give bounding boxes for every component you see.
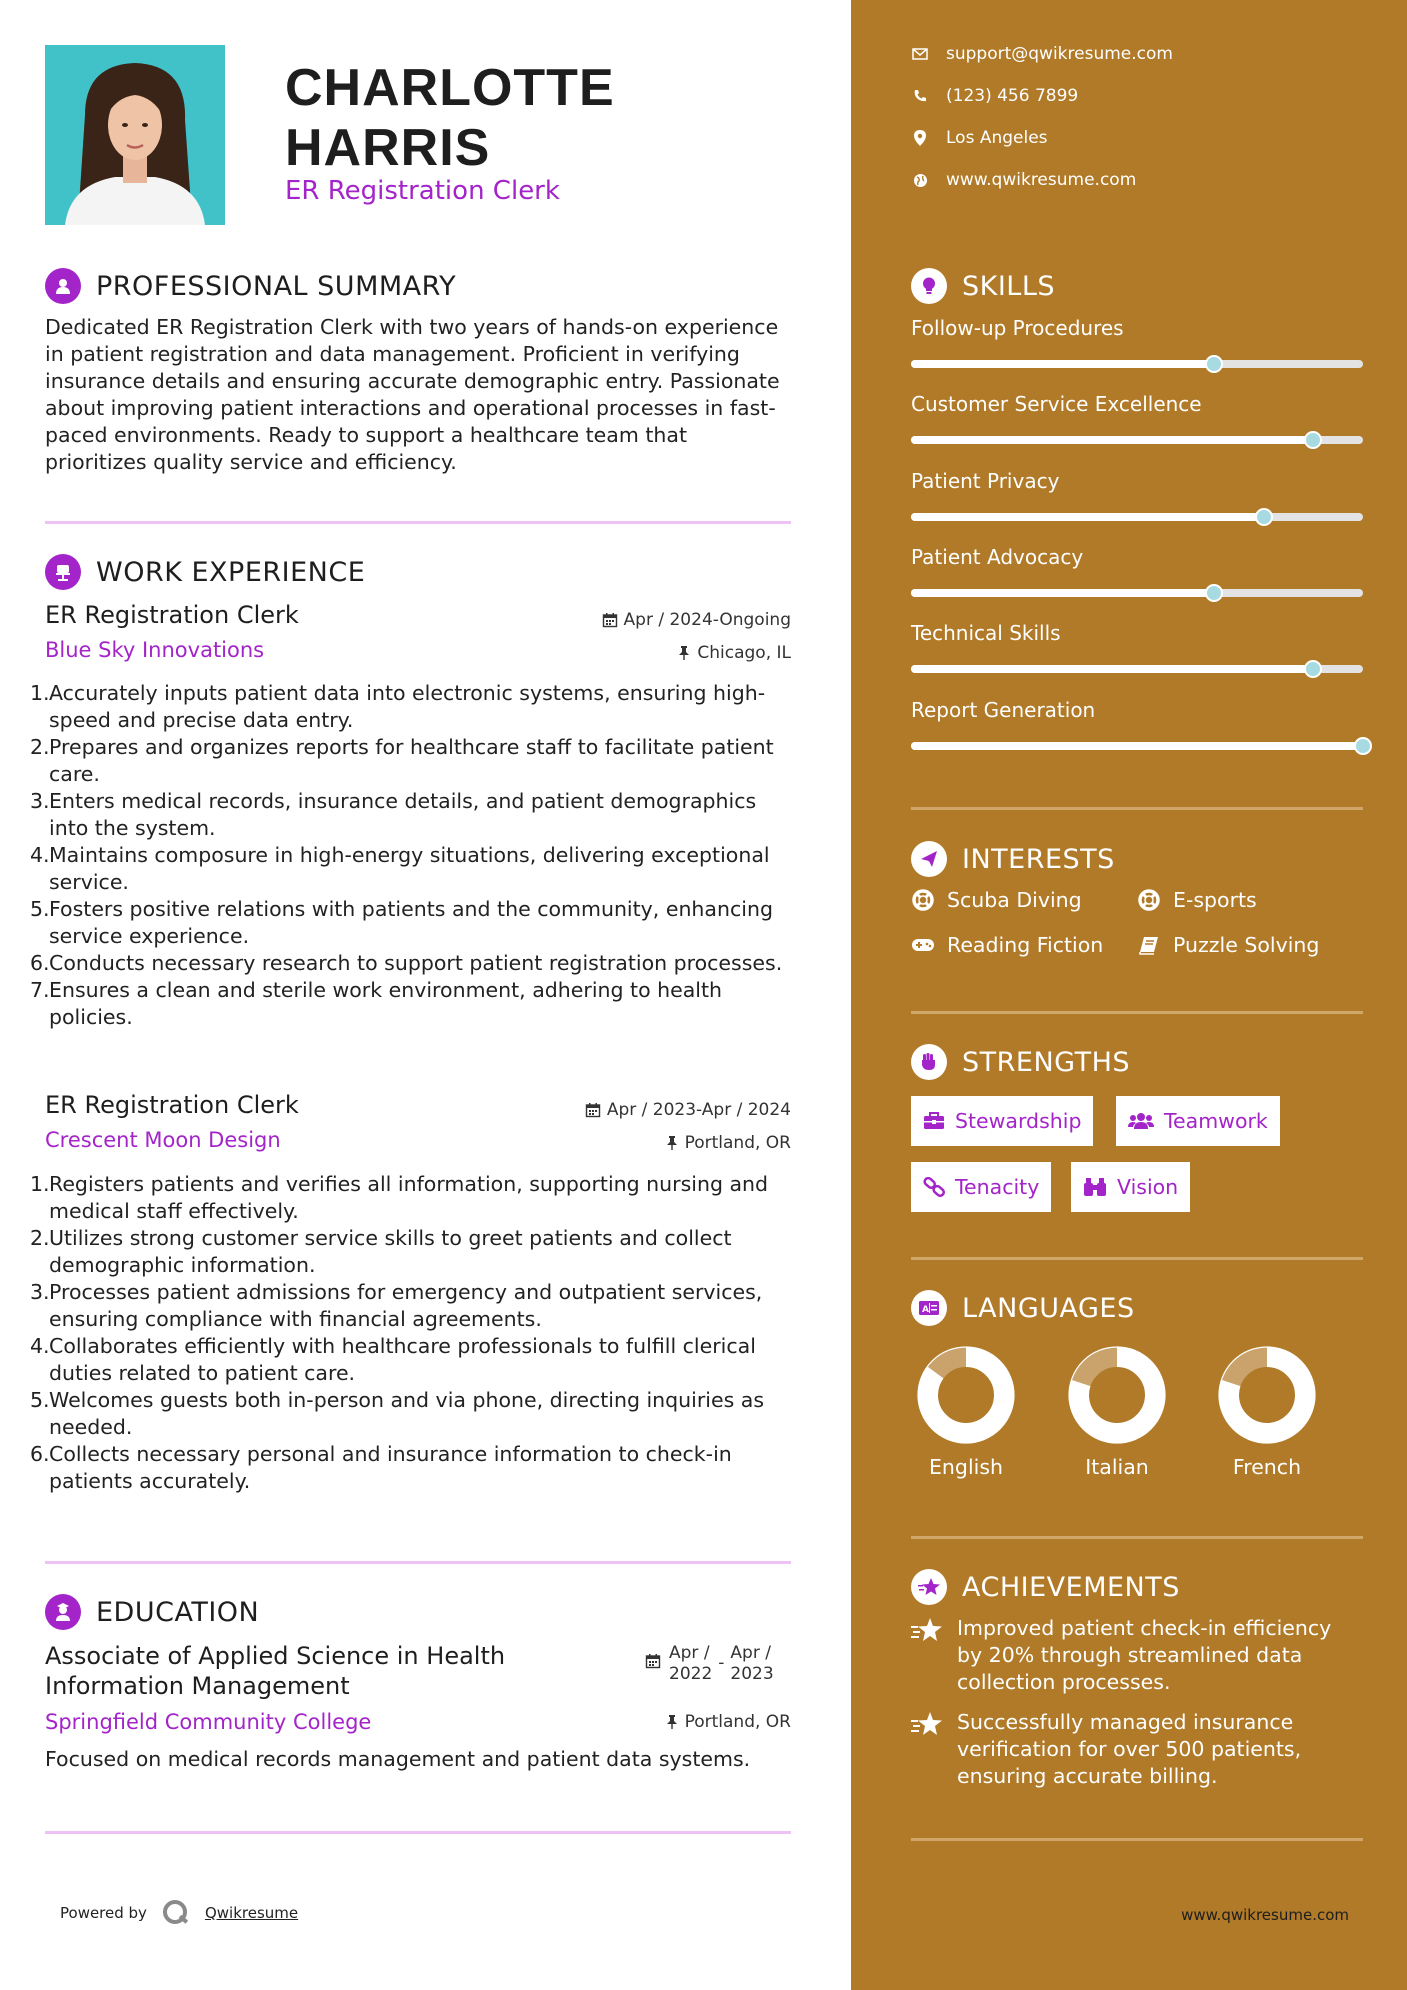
interest-label: Reading Fiction — [947, 933, 1104, 957]
job-company: Blue Sky Innovations — [45, 638, 265, 662]
lightbulb-icon — [911, 268, 947, 304]
section-divider — [45, 1831, 791, 1834]
skill-bar-knob — [1255, 508, 1273, 526]
job-bullets — [30, 680, 800, 1031]
contact-phone-text: (123) 456 7899 — [946, 86, 1079, 106]
briefcase-chair-icon — [45, 554, 81, 590]
calendar-icon — [585, 1102, 601, 1118]
portrait-illustration — [45, 45, 225, 225]
skill-bar-knob — [1205, 355, 1223, 373]
skill-bar-fill — [911, 589, 1214, 597]
skill-bar — [911, 360, 1363, 368]
fist-icon — [911, 1044, 947, 1080]
globe-icon — [911, 171, 929, 189]
pushpin-icon — [665, 1135, 679, 1151]
interest-item — [1137, 933, 1319, 957]
strengths-title: STRENGTHS — [962, 1046, 1131, 1078]
list-item: 3. Processes patient admissions for emergency and outpatient services, ensuring compliance with financial agreements. — [30, 1280, 763, 1331]
interest-label: Scuba Diving — [947, 888, 1082, 912]
achievement-text: Successfully managed insurance verification for over 500 patients, ensuring accurate billing. — [957, 1710, 1302, 1788]
list-item: 4. Collaborates efficiently with healthcare professionals to fulfill clerical duties related to patient care. — [30, 1334, 756, 1385]
skill-bar-knob — [1354, 737, 1372, 755]
education-description: Focused on medical records management and patient data systems. — [45, 1747, 751, 1771]
skill-bar — [911, 513, 1363, 521]
pushpin-icon — [665, 1714, 679, 1730]
achievement-text: Improved patient check-in efficiency by 20% through streamlined data collection processes. — [957, 1616, 1332, 1694]
strength-label: Tenacity — [955, 1175, 1040, 1199]
achievement-item — [911, 1709, 1351, 1790]
section-divider — [45, 1561, 791, 1564]
calendar-icon — [602, 612, 618, 628]
job-location-text: Chicago, IL — [697, 643, 791, 663]
skill-label: Patient Advocacy — [911, 545, 1084, 569]
language-item — [911, 1340, 1021, 1479]
gamepad-icon — [911, 933, 935, 957]
link-icon — [923, 1177, 945, 1197]
star-icon — [911, 1569, 947, 1605]
language-donut — [1062, 1340, 1172, 1450]
list-item: 6. Collects necessary personal and insurance information to check-in patients accurately. — [30, 1442, 732, 1493]
skill-bar — [911, 436, 1363, 444]
degree-line2: Information Management — [45, 1672, 350, 1700]
job-location-text: Portland, OR — [684, 1133, 791, 1153]
summary-title: PROFESSIONAL SUMMARY — [96, 270, 457, 302]
strength-badge — [1116, 1096, 1280, 1146]
interest-label: Puzzle Solving — [1173, 933, 1320, 957]
paper-plane-icon — [911, 841, 947, 877]
education-school: Springfield Community College — [45, 1710, 372, 1734]
list-item: 2. Utilizes strong customer service skills to greet patients and collect demographic information. — [30, 1226, 732, 1277]
job-role: ER Registration Clerk — [45, 601, 299, 629]
qwikresume-logo-icon — [161, 1898, 191, 1928]
strength-badge — [911, 1162, 1051, 1212]
candidate-title: ER Registration Clerk — [285, 176, 560, 206]
education-dates — [645, 1643, 774, 1685]
powered-by-label: Powered by — [60, 1904, 147, 1922]
skill-bar-knob — [1304, 660, 1322, 678]
list-item: 1. Accurately inputs patient data into electronic systems, ensuring high-speed and precise data entry. — [30, 681, 766, 732]
list-item: 1. Registers patients and verifies all information, supporting nursing and medical staff effectively. — [30, 1172, 769, 1223]
contact-email[interactable] — [911, 44, 1173, 64]
achievements-title: ACHIEVEMENTS — [962, 1571, 1180, 1603]
list-item: 5. Fosters positive relations with patients and the community, enhancing service experience. — [30, 897, 773, 948]
skill-bar — [911, 665, 1363, 673]
shooting-star-icon — [911, 1615, 943, 1696]
summary-heading — [45, 268, 456, 304]
education-title: EDUCATION — [96, 1596, 260, 1628]
job-dates — [585, 1100, 791, 1120]
svg-text:A: A — [922, 1305, 929, 1315]
achievement-item — [911, 1615, 1351, 1696]
sidebar-divider — [911, 807, 1363, 810]
strength-label: Vision — [1117, 1175, 1179, 1199]
list-item: 7. Ensures a clean and sterile work environment, adhering to health policies. — [30, 978, 723, 1029]
language-label: French — [1232, 1455, 1302, 1479]
qwikresume-link[interactable]: Qwikresume — [204, 1904, 299, 1922]
binoculars-icon — [1083, 1177, 1107, 1197]
contact-website-text: www.qwikresume.com — [946, 170, 1137, 190]
strength-badge — [1071, 1162, 1190, 1212]
translate-icon — [911, 1290, 947, 1326]
education-end: Apr / 2023 — [730, 1643, 774, 1684]
calendar-icon — [645, 1653, 661, 1669]
skill-label: Report Generation — [911, 698, 1096, 722]
shooting-star-icon — [911, 1709, 943, 1790]
job-company: Crescent Moon Design — [45, 1128, 281, 1152]
skill-bar-fill — [911, 742, 1363, 750]
skill-label: Follow-up Procedures — [911, 316, 1124, 340]
interest-item — [911, 933, 1103, 957]
life-ring-icon — [1137, 888, 1161, 912]
candidate-name — [285, 58, 615, 178]
job-location — [665, 1133, 791, 1153]
briefcase-icon — [923, 1112, 945, 1130]
strength-label: Teamwork — [1164, 1109, 1268, 1133]
list-item: 2. Prepares and organizes reports for healthcare staff to facilitate patient care. — [30, 735, 774, 786]
summary-text: Dedicated ER Registration Clerk with two years of hands-on experience in patient registration and data management. Proficient in verifying insurance details and ensuring accurate demographic entry. Passionate about improving patient interactions and operational processes in fast-paced environments. Ready to support a healthcare team that prioritizes quality service and efficiency. — [45, 315, 780, 474]
skills-heading — [911, 268, 1055, 304]
education-date-separator: - — [718, 1653, 725, 1673]
skill-bar-fill — [911, 436, 1313, 444]
sidebar-divider — [911, 1257, 1363, 1260]
pushpin-icon — [677, 645, 691, 661]
language-item — [1212, 1340, 1322, 1479]
interest-item — [1137, 888, 1257, 912]
users-icon — [1128, 1112, 1154, 1130]
name-last: HARRIS — [285, 119, 491, 177]
envelope-icon — [911, 45, 929, 63]
skill-bar-fill — [911, 360, 1214, 368]
experience-title: WORK EXPERIENCE — [96, 556, 366, 588]
skills-title: SKILLS — [962, 270, 1056, 302]
list-item: 6. Conducts necessary research to support patient registration processes. — [30, 951, 783, 975]
strengths-heading — [911, 1044, 1130, 1080]
education-start: Apr / 2022 — [669, 1643, 713, 1684]
list-item: 4. Maintains composure in high-energy situations, delivering exceptional service. — [30, 843, 770, 894]
degree-line1: Associate of Applied Science in Health — [45, 1642, 506, 1670]
contact-phone[interactable] — [911, 86, 1078, 106]
list-item: 5. Welcomes guests both in-person and via phone, directing inquiries as needed. — [30, 1388, 765, 1439]
experience-heading — [45, 554, 365, 590]
degree — [45, 1641, 565, 1701]
skill-bar-fill — [911, 513, 1264, 521]
job-location — [677, 643, 791, 663]
interests-title: INTERESTS — [962, 843, 1115, 875]
footer-site[interactable]: www.qwikresume.com — [1181, 1906, 1349, 1924]
education-heading — [45, 1594, 259, 1630]
achievements-heading — [911, 1569, 1180, 1605]
job-dates-text: Apr / 2023-Apr / 2024 — [606, 1100, 791, 1120]
phone-icon — [911, 87, 929, 105]
skill-bar-fill — [911, 665, 1313, 673]
language-donut — [1212, 1340, 1322, 1450]
languages-heading — [911, 1290, 1135, 1326]
contact-location-text: Los Angeles — [946, 128, 1048, 148]
language-item — [1062, 1340, 1172, 1479]
life-ring-icon — [911, 888, 935, 912]
user-icon — [45, 268, 81, 304]
skill-bar — [911, 742, 1363, 750]
sidebar-divider — [911, 1536, 1363, 1539]
skill-bar-knob — [1304, 431, 1322, 449]
job-bullets — [30, 1171, 800, 1495]
profile-photo — [45, 45, 225, 225]
language-label: Italian — [1085, 1455, 1149, 1479]
section-divider — [45, 521, 791, 524]
skill-label: Technical Skills — [911, 621, 1061, 645]
book-icon — [1137, 933, 1161, 957]
sidebar-divider — [911, 1838, 1363, 1841]
contact-website[interactable] — [911, 170, 1136, 190]
contact-email-text: support@qwikresume.com — [946, 44, 1173, 64]
list-item: 3. Enters medical records, insurance details, and patient demographics into the system. — [30, 789, 757, 840]
map-marker-icon — [911, 129, 929, 147]
interest-item — [911, 888, 1082, 912]
language-label: English — [928, 1455, 1004, 1479]
interest-label: E-sports — [1173, 888, 1257, 912]
interests-heading — [911, 841, 1115, 877]
graduate-icon — [45, 1594, 81, 1630]
name-first: CHARLOTTE — [285, 59, 615, 117]
contact-location — [911, 128, 1048, 148]
skill-bar-knob — [1205, 584, 1223, 602]
education-location — [665, 1712, 791, 1732]
sidebar — [851, 0, 1407, 1990]
skill-label: Patient Privacy — [911, 469, 1060, 493]
job-dates-text: Apr / 2024-Ongoing — [623, 610, 791, 630]
languages-title: LANGUAGES — [962, 1292, 1135, 1324]
job-role: ER Registration Clerk — [45, 1091, 299, 1119]
strength-label: Stewardship — [955, 1109, 1082, 1133]
job-dates — [602, 610, 791, 630]
skill-bar — [911, 589, 1363, 597]
strength-badge — [911, 1096, 1093, 1146]
language-donut — [911, 1340, 1021, 1450]
skill-label: Customer Service Excellence — [911, 392, 1202, 416]
sidebar-divider — [911, 1011, 1363, 1014]
powered-by — [60, 1898, 298, 1928]
education-location-text: Portland, OR — [684, 1712, 791, 1732]
